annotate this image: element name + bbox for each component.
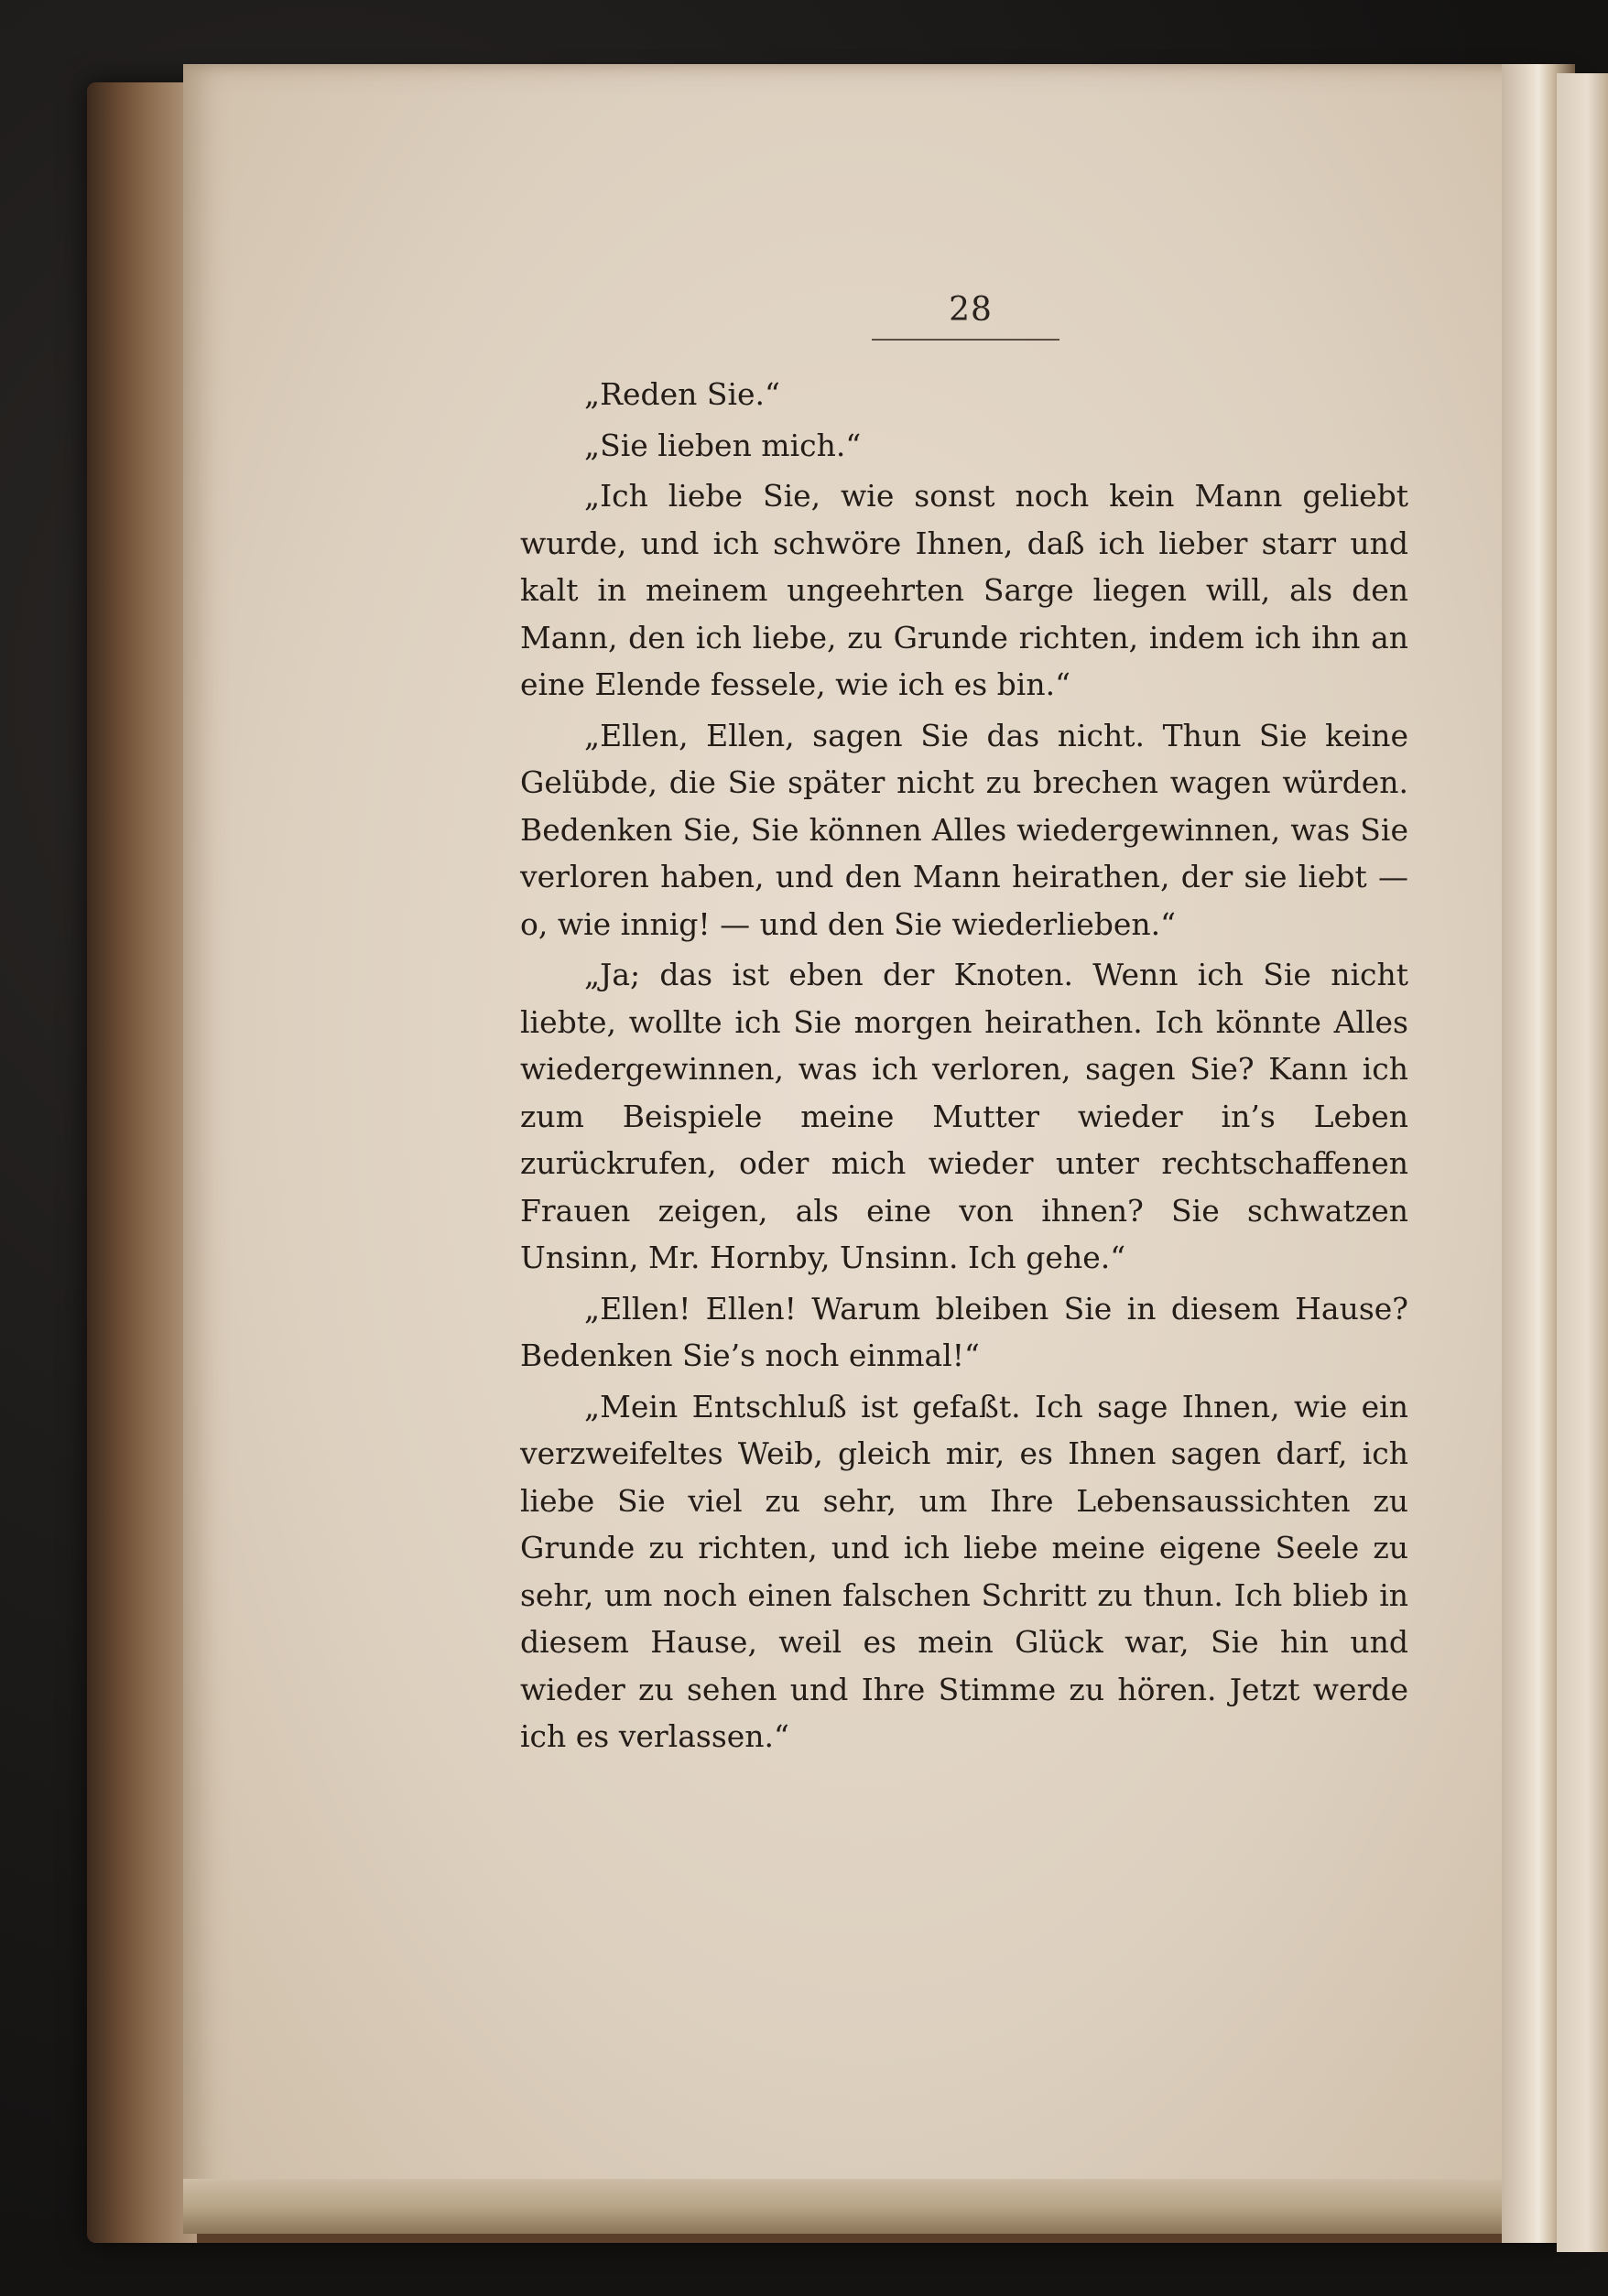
page-number: 28 — [949, 291, 993, 329]
paragraph: „Ich liebe Sie, wie sonst noch kein Mann geliebt wurde, und ich schwöre Ihnen, daß ich lieber starr und kalt in meinem ungeehrten Sarge liegen will, als den Mann, den ich liebe, zu Grunde richten, indem ich ihn an eine Elende fessele, wie ich es bin.“ — [520, 478, 1408, 702]
paragraph: „Sie lieben mich.“ — [584, 427, 862, 463]
page-bottom-edge — [183, 2179, 1538, 2234]
header-rule — [872, 339, 1059, 341]
page-stack-left-edge — [87, 82, 197, 2243]
paragraph: „Mein Entschluß ist gefaßt. Ich sage Ihnen, wie ein verzweifeltes Weib, gleich mir, es Ihnen sagen darf, ich liebe Sie viel zu sehr, um Ihre Lebensaussichten zu Grunde zu richten, und ich liebe meine eigene Seele zu sehr, um noch einen falschen Schritt zu thun. Ich blieb in diesem Hause, weil es mein Glück war, Sie hin und wieder zu sehen und Ihre Stimme zu hören. Jetzt werde ich es verlassen.“ — [520, 1388, 1408, 1754]
paragraph: „Ellen, Ellen, sagen Sie das nicht. Thun Sie keine Gelübde, die Sie später nicht zu brechen wagen würden. Bedenken Sie, Sie können Alles wiedergewinnen, was Sie verloren haben, und den Mann heirathen, der sie liebt — o, wie innig! — und den Sie wiederlieben.“ — [520, 717, 1408, 942]
facing-page-edge — [1557, 73, 1608, 2252]
paragraph: „Ellen! Ellen! Warum bleiben Sie in diesem Hause? Bedenken Sie’s noch einmal!“ — [520, 1290, 1408, 1373]
paragraph: „Ja; das ist eben der Knoten. Wenn ich Sie nicht liebte, wollte ich Sie morgen heirathen. Ich könnte Alles wiedergewinnen, was ich verloren, sagen Sie? Kann ich zum Beispiele meine Mutter wieder in’s Leben zurückrufen, oder mich wieder unter rechtschaffenen Frauen zeigen, als eine von ihnen? Sie schwatzen Unsinn, Mr. Hornby, Unsinn. Ich gehe.“ — [520, 957, 1408, 1275]
body-text — [520, 371, 1408, 1764]
paragraph: „Reden Sie.“ — [584, 376, 780, 412]
